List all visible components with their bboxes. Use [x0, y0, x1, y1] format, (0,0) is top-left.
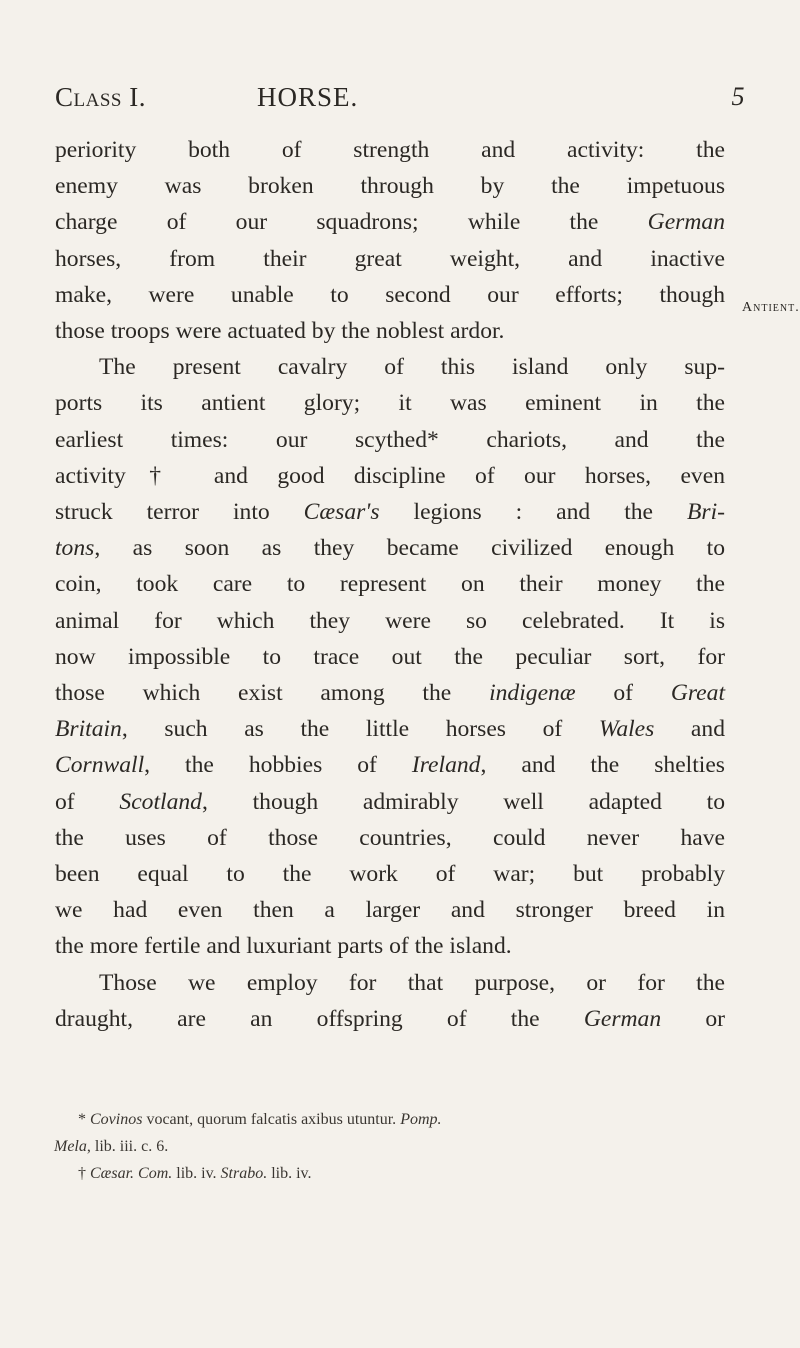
italic-text: Britain	[55, 716, 122, 743]
italic-text: Scotland	[119, 788, 202, 815]
text-line	[55, 241, 725, 277]
italic-text: Covinos	[90, 1111, 143, 1128]
text-run: , lib. iii. c. 6.	[86, 1138, 169, 1155]
text-run: legions : and the	[379, 499, 687, 526]
text-line	[55, 1001, 725, 1037]
text-run: been equal to the work of war; but probably	[55, 861, 725, 888]
italic-text: Pomp.	[400, 1111, 442, 1128]
text-line	[55, 422, 725, 458]
text-line	[55, 566, 725, 602]
italic-text: German	[647, 209, 725, 236]
italic-text: indigenæ	[489, 680, 576, 707]
footnote-line	[78, 1106, 723, 1133]
italic-text: Mela	[54, 1138, 87, 1155]
margin-note: Antient.	[742, 300, 800, 315]
text-run: of	[575, 680, 671, 707]
text-line	[55, 494, 725, 530]
text-line	[55, 168, 725, 204]
text-run: the uses of those countries, could never have	[55, 824, 725, 851]
text-run: lib. iv.	[267, 1165, 312, 1182]
text-line	[55, 204, 725, 240]
text-line	[55, 965, 725, 1001]
text-run: enemy was broken through by the impetuous	[55, 173, 725, 200]
text-run: The present cavalry of this island only sup-	[99, 354, 725, 381]
text-line	[55, 747, 725, 783]
text-run: , and the shelties	[480, 752, 725, 779]
text-run: earliest times: our scythed* chariots, and the	[55, 426, 725, 453]
italic-text: Ireland	[411, 752, 481, 779]
text-run: make, were unable to second our efforts; though	[55, 281, 725, 308]
footnote-line	[78, 1160, 723, 1187]
class-label: Class I.	[55, 82, 146, 112]
text-run: ports its antient glory; it was eminent in the	[55, 390, 725, 417]
text-run: Those we employ for that purpose, or for the	[99, 969, 725, 996]
italic-text: German	[583, 1005, 662, 1032]
body-text	[55, 132, 725, 1037]
text-run: of	[55, 788, 120, 815]
text-line	[55, 820, 725, 856]
text-run: we had even then a larger and stronger breed in	[55, 897, 725, 924]
page-number: 5	[731, 82, 745, 111]
text-run: draught, are an offspring of the	[55, 1005, 584, 1032]
text-line	[55, 784, 725, 820]
text-run: the more fertile and luxuriant parts of the island.	[55, 933, 512, 960]
text-line	[55, 928, 725, 964]
text-run: and	[654, 716, 725, 743]
footnote-line	[54, 1133, 723, 1160]
text-line	[55, 458, 725, 494]
italic-text: Cæsar's	[303, 499, 380, 526]
running-header	[55, 82, 745, 122]
text-line	[55, 892, 725, 928]
text-line	[55, 675, 725, 711]
text-run: , as soon as they became civilized enough to	[94, 535, 725, 562]
text-run: , the hobbies of	[144, 752, 412, 779]
text-line	[55, 313, 725, 349]
text-run: those which exist among the	[55, 680, 490, 707]
text-run: vocant, quorum falcatis axibus utuntur.	[142, 1111, 401, 1128]
text-line	[55, 856, 725, 892]
text-run: *	[78, 1111, 90, 1128]
text-run: animal for which they were so celebrated. It is	[55, 607, 725, 634]
italic-text: Cornwall	[55, 752, 145, 779]
text-run: charge of our squadrons; while the	[55, 209, 648, 236]
text-line	[55, 639, 725, 675]
text-run: †	[78, 1165, 90, 1182]
text-run: or	[661, 1005, 725, 1032]
text-line	[55, 349, 725, 385]
text-run: activity† and good discipline of our horses, even	[55, 462, 725, 489]
italic-text: Bri-	[686, 499, 725, 526]
italic-text: Wales	[598, 716, 655, 743]
text-run: coin, took care to represent on their money the	[55, 571, 725, 598]
text-run: struck terror into	[55, 499, 304, 526]
text-run: horses, from their great weight, and inactive	[55, 245, 725, 272]
italic-text: tons	[55, 535, 95, 562]
italic-text: Great	[670, 680, 725, 707]
italic-text: Strabo.	[220, 1165, 268, 1182]
text-run: lib. iv.	[172, 1165, 221, 1182]
text-run: , though admirably well adapted to	[201, 788, 726, 815]
text-run: , such as the little horses of	[121, 716, 599, 743]
text-line	[55, 603, 725, 639]
text-line	[55, 132, 725, 168]
text-run: periority both of strength and activity: the	[55, 137, 725, 163]
text-run: those troops were actuated by the noblest ardor.	[55, 318, 505, 345]
italic-text: Cæsar. Com.	[90, 1165, 173, 1182]
text-line	[55, 530, 725, 566]
page-title: HORSE.	[257, 82, 359, 112]
text-run: now impossible to trace out the peculiar sort, for	[55, 643, 725, 670]
text-line	[55, 277, 725, 313]
text-line	[55, 385, 725, 421]
text-line	[55, 711, 725, 747]
footnotes	[54, 1106, 723, 1187]
